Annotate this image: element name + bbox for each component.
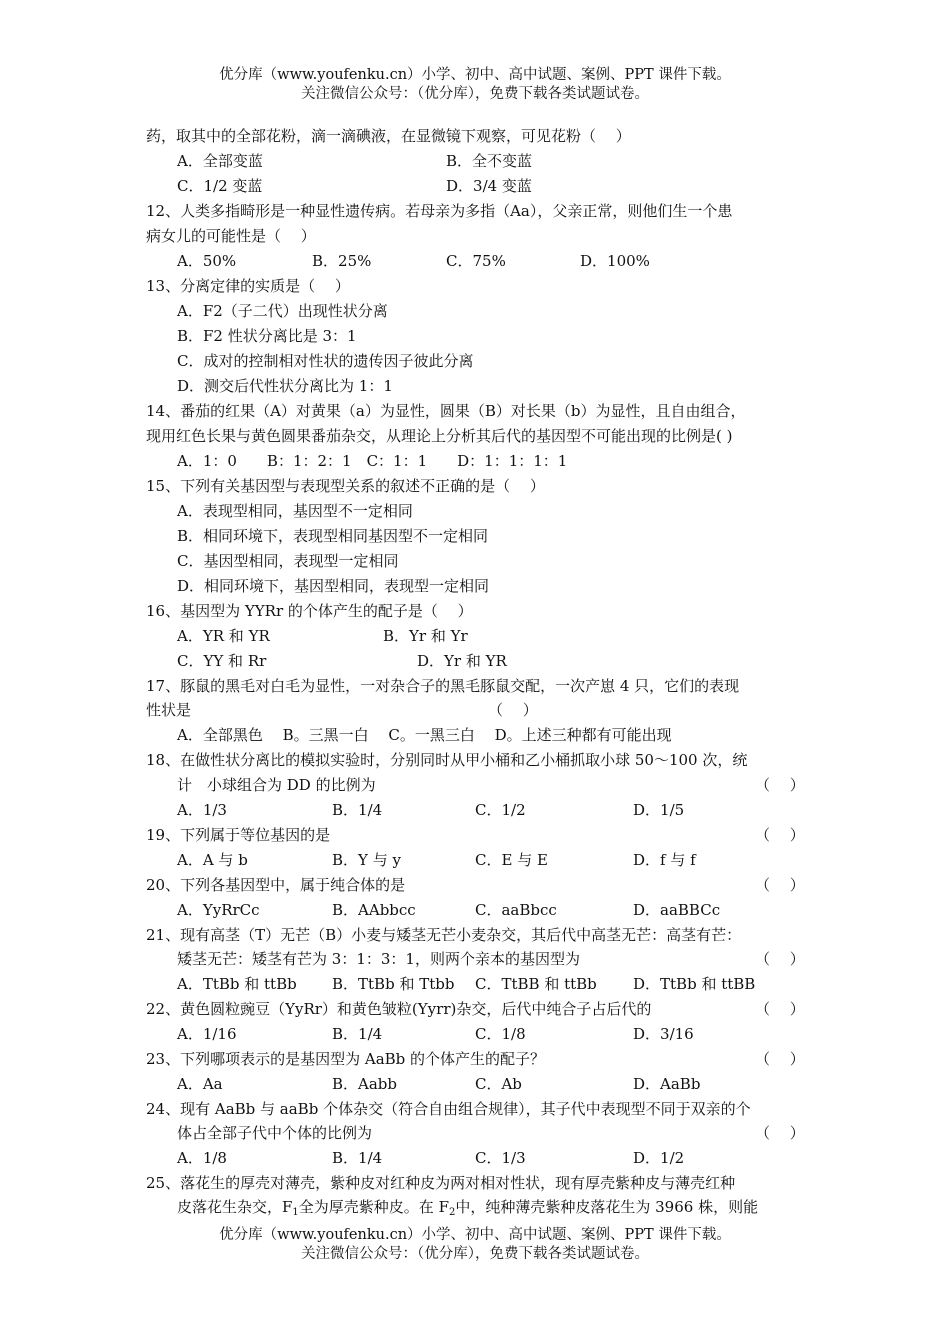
q12-option-a: A．50% (177, 252, 237, 270)
q20-option-a: A．YyRrCc (177, 901, 260, 919)
q16-stem: 16、基因型为 YYRr 的个体产生的配子是（ ） (146, 602, 473, 620)
q12-option-c: C．75% (446, 252, 506, 270)
q18-option-b: B．1/4 (332, 801, 383, 819)
header-line-1: 优分库（www.youfenku.cn）小学、初中、高中试题、案例、PPT 课件下载。 (219, 67, 731, 83)
q22-option-b: B．1/4 (332, 1025, 383, 1043)
q13-stem: 13、分离定律的实质是（ ） (146, 277, 350, 295)
q20-stem: 20、下列各基因型中，属于纯合体的是 (146, 876, 406, 894)
q16-option-a: A．YR 和 YR (177, 627, 270, 645)
q15-stem: 15、下列有关基因型与表现型关系的叙述不正确的是（ ） (146, 477, 545, 495)
footer-line-2: 关注微信公众号：（优分库），免费下载各类试题试卷。 (301, 1246, 649, 1262)
page-header (0, 66, 950, 104)
q24-option-d: D．1/2 (633, 1149, 685, 1167)
q17-stem-line-2: 性状是 (146, 701, 192, 719)
q11-option-b: B．全不变蓝 (446, 152, 533, 170)
q13-option-d: D．测交后代性状分离比为 1：1 (177, 377, 393, 395)
q24-answer-paren: （ ） (755, 1124, 805, 1142)
q18-stem-line-1: 18、在做性状分离比的模拟实验时，分别同时从甲小桶和乙小桶抓取小球 50～100 次，统 (146, 751, 748, 769)
q15-option-c: C．基因型相同，表现型一定相同 (177, 552, 399, 570)
q22-option-c: C．1/8 (475, 1025, 526, 1043)
q17-stem-line-1: 17、豚鼠的黑毛对白毛为显性，一对杂合子的黑毛豚鼠交配，一次产崽 4 只，它们的表现 (146, 677, 740, 695)
q11-continuation: 药，取其中的全部花粉，滴一滴碘液，在显微镜下观察，可见花粉（ ） (146, 127, 631, 145)
q25-subscript-2: 2 (448, 1207, 456, 1218)
q15-option-a: A．表现型相同，基因型不一定相同 (177, 502, 413, 520)
q24-stem-line-1: 24、现有 AaBb 与 aaBb 个体杂交（符合自由组合规律），其子代中表现型不同于双亲的个 (146, 1100, 751, 1118)
q11-option-a: A．全部变蓝 (177, 152, 263, 170)
q14-stem-line-2: 现用红色长果与黄色圆果番茄杂交，从理论上分析其后代的基因型不可能出现的比例是( ) (146, 427, 733, 445)
q17-answer-paren: （ ） (488, 701, 538, 719)
q13-option-a: A．F2（子二代）出现性状分离 (177, 302, 388, 320)
q19-stem: 19、下列属于等位基因的是 (146, 826, 331, 844)
q18-answer-paren: （ ） (755, 776, 805, 794)
q12-option-d: D．100% (580, 252, 650, 270)
q16-option-d: D．Yr 和 YR (417, 652, 507, 670)
q23-stem: 23、下列哪项表示的是基因型为 AaBb 的个体产生的配子？ (146, 1050, 546, 1068)
q18-option-c: C．1/2 (475, 801, 526, 819)
q25-subscript-1: 1 (292, 1207, 299, 1218)
q14-options: A．1：0 B：1：2：1 C：1：1 D：1：1：1：1 (177, 452, 568, 470)
q12-stem-line-1: 12、人类多指畸形是一种显性遗传病。若母亲为多指（Aa），父亲正常，则他们生一个患 (146, 202, 733, 220)
q14-stem-line-1: 14、番茄的红果（A）对黄果（a）为显性，圆果（B）对长果（b）为显性，且自由组合， (146, 402, 746, 420)
q22-stem: 22、黄色圆粒豌豆（YyRr）和黄色皱粒(Yyrr)杂交，后代中纯合子占后代的 (146, 1000, 652, 1018)
q18-option-d: D．1/5 (633, 801, 685, 819)
q16-option-b: B．Yr 和 Yr (383, 627, 468, 645)
q20-answer-paren: （ ） (755, 876, 805, 894)
q13-option-b: B．F2 性状分离比是 3：1 (177, 327, 357, 345)
q19-option-d: D．f 与 f (633, 851, 696, 869)
q15-option-d: D．相同环境下，基因型相同，表现型一定相同 (177, 577, 490, 595)
q22-answer-paren: （ ） (755, 1000, 805, 1018)
q19-answer-paren: （ ） (755, 826, 805, 844)
q19-option-b: B．Y 与 y (332, 851, 401, 869)
q11-option-d: D．3/4 变蓝 (446, 177, 532, 195)
q25-line2-part-a: 皮落花生杂交，F (177, 1198, 293, 1216)
header-line-2: 关注微信公众号：（优分库），免费下载各类试题试卷。 (301, 86, 649, 102)
q21-answer-paren: （ ） (755, 950, 805, 968)
q21-stem-line-1: 21、现有高茎（T）无芒（B）小麦与矮茎无芒小麦杂交，其后代中高茎无芒：高茎有芒： (146, 926, 742, 944)
q21-option-c: C．TtBB 和 ttBb (475, 975, 597, 993)
footer-line-1: 优分库（www.youfenku.cn）小学、初中、高中试题、案例、PPT 课件下载。 (219, 1227, 731, 1243)
q21-option-d: D．TtBb 和 ttBB (633, 975, 756, 993)
q23-option-a: A．Aa (177, 1075, 223, 1093)
q24-option-c: C．1/3 (475, 1149, 526, 1167)
q25-stem-line-2 (177, 1197, 758, 1217)
q13-option-c: C．成对的控制相对性状的遗传因子彼此分离 (177, 352, 474, 370)
q24-option-a: A．1/8 (177, 1149, 227, 1167)
q21-stem-line-2: 矮茎无芒：矮茎有芒为 3：1：3：1，则两个亲本的基因型为 (177, 950, 580, 968)
q23-option-d: D．AaBb (633, 1075, 701, 1093)
q20-option-d: D．aaBBCc (633, 901, 721, 919)
q23-option-b: B．Aabb (332, 1075, 398, 1093)
q16-option-c: C．YY 和 Rr (177, 652, 267, 670)
q23-answer-paren: （ ） (755, 1050, 805, 1068)
q22-option-d: D．3/16 (633, 1025, 694, 1043)
q25-stem-line-1: 25、落花生的厚壳对薄壳，紫种皮对红种皮为两对相对性状，现有厚壳紫种皮与薄壳红种 (146, 1174, 736, 1192)
page-footer (0, 1226, 950, 1264)
q12-stem-line-2: 病女儿的可能性是（ ） (146, 227, 316, 245)
q19-option-c: C．E 与 E (475, 851, 548, 869)
q15-option-b: B．相同环境下，表现型相同基因型不一定相同 (177, 527, 489, 545)
q21-option-b: B．TtBb 和 Ttbb (332, 975, 455, 993)
q25-line2-part-c: 中，纯种薄壳紫种皮落花生为 3966 株，则能 (455, 1198, 759, 1216)
q11-option-c: C．1/2 变蓝 (177, 177, 263, 195)
q18-stem-line-2: 计 小球组合为 DD 的比例为 (177, 776, 376, 794)
q24-option-b: B．1/4 (332, 1149, 383, 1167)
q20-option-c: C．aaBbcc (475, 901, 557, 919)
q12-option-b: B．25% (312, 252, 372, 270)
q18-option-a: A．1/3 (177, 801, 227, 819)
q24-stem-line-2: 体占全部子代中个体的比例为 (177, 1124, 373, 1142)
q17-options: A．全部黑色 B。三黑一白 C。一黑三白 D。上述三种都有可能出现 (177, 726, 672, 744)
q21-option-a: A．TtBb 和 ttBb (177, 975, 297, 993)
q19-option-a: A．A 与 b (177, 851, 248, 869)
q22-option-a: A．1/16 (177, 1025, 237, 1043)
q25-line2-part-b: 全为厚壳紫种皮。在 F (298, 1198, 449, 1216)
q23-option-c: C．Ab (475, 1075, 522, 1093)
q20-option-b: B．AAbbcc (332, 901, 416, 919)
